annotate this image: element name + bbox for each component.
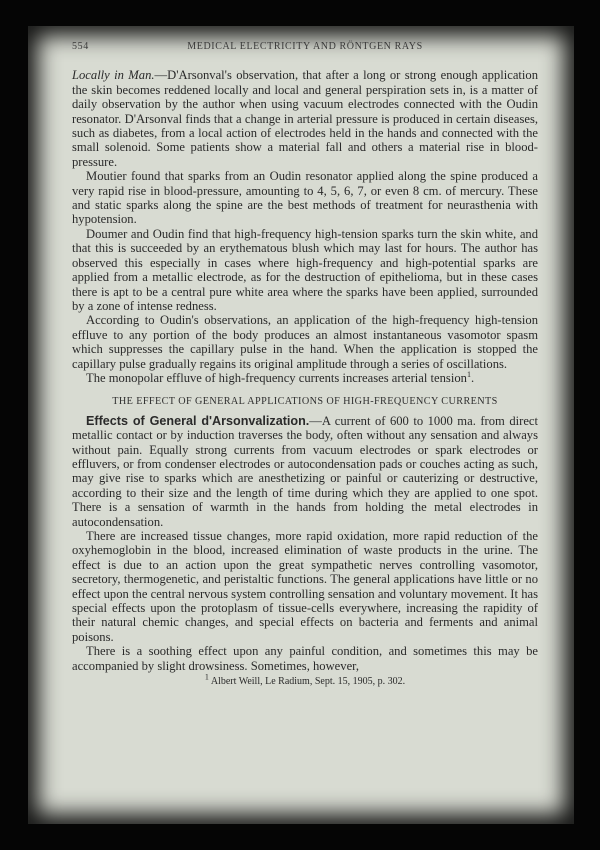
paragraph-text: —D'Arsonval's observation, that after a long or strong enough application the skin becomes reddened locally and local and general perspiration sets in, is a matter of daily observation by the author when using vacuum electrodes connected with the Oudin resonator. D'Arsonval finds that a change in arterial pressure is produced in certain diseases, such as diabetes, from a local action of electrodes held in the hands and connected with the small solenoid. Some patients show a material fall and others a material rise in blood-pressure. bbox=[72, 68, 538, 169]
footnote-number: 1 bbox=[204, 672, 209, 682]
paragraph-text: —A current of 600 to 1000 ma. from direct metallic contact or by induction traverses the body, often without any sensation and always without pain. Equally strong currents from vacuum electrodes or spark electrodes or effluvers, or from condenser electrodes or autocondensation pads or couches acting as such, may give rise to sparks which are anesthetizing or painful or cauterizing or destructive, according to their size and the length of time during which they are applied to one spot. There is a sensation of warmth in the hands from holding the metal electrodes in autocondensation. bbox=[72, 413, 538, 529]
paragraph-oudin-observations: According to Oudin's observations, an application of the high-frequency high-tension effluve to any portion of the body produces an almost instantaneous vasomotor spasm which suppresses the capillary pulse in the hand. When the application is stopped the capillary pulse gradually regains its original amplitude through a series of oscillations. bbox=[72, 313, 538, 371]
footnote-marker: 1 bbox=[466, 369, 471, 379]
page-content bbox=[72, 40, 538, 689]
running-header bbox=[72, 40, 538, 54]
running-title: MEDICAL ELECTRICITY AND RÖNTGEN RAYS bbox=[187, 41, 423, 52]
book-page bbox=[28, 26, 574, 824]
page-number: 554 bbox=[72, 41, 89, 52]
paragraph-lead: Locally in Man. bbox=[72, 68, 155, 83]
paragraph-monopolar-effluve: The monopolar effluve of high-frequency currents increases arterial tension$^1$. bbox=[86, 369, 475, 385]
paragraph-locally-in-man bbox=[72, 68, 538, 169]
paragraph-tissue-changes: There are increased tissue changes, more rapid oxidation, more rapid reduction of the oxyhemoglobin in the blood, increased elimination of waste products in the urine. The effect is due to an action upon the great sympathetic nerves controlling vasomotor, secretory, thermogenetic, and peristaltic functions. The general applications have little or no effect upon the central nervous system controlling sensation and voluntary movement. It has special effects upon the protoplasm of tissue-cells everywhere, increasing the rapidity of their natural chemic changes, and special effects on bacteria and ferments and animal poisons. bbox=[72, 529, 538, 644]
paragraph-lead: Effects of General d'Arsonvalization. bbox=[86, 413, 310, 428]
footnote-text: Albert Weill, Le Radium, Sept. 15, 1905, p. 302. bbox=[210, 676, 406, 688]
paragraph-general-darsonvalization bbox=[72, 414, 538, 529]
paragraph-doumer-oudin: Doumer and Oudin find that high-frequency high-tension sparks turn the skin white, and that this is succeeded by an erythematous blush which may last for hours. The author has observed this especially in cases where high-frequency and high-potential sparks are applied from a metallic electrode, as for the destruction of epithelioma, but in these cases there is apt to be a central pure white area where the sparks have been applied, surrounded by a zone of intense redness. bbox=[72, 226, 538, 313]
section-heading: THE EFFECT OF GENERAL APPLICATIONS OF HIGH-FREQUENCY CURRENTS bbox=[112, 396, 498, 408]
paragraph-moutier: Moutier found that sparks from an Oudin resonator applied along the spine produced a very rapid rise in blood-pressure, amounting to 4, 5, 6, 7, or even 8 cm. of mercury. These and static sparks along the spine are the best methods of treatment for neurasthenia with hypotension. bbox=[72, 169, 538, 227]
paragraph-soothing-effect: There is a soothing effect upon any painful condition, and sometimes this may be accompanied by slight drowsiness. Sometimes, however, bbox=[72, 644, 538, 673]
paragraph-text: The monopolar effluve of high-frequency currents increases arterial tension bbox=[86, 370, 467, 385]
footnote bbox=[72, 672, 538, 689]
